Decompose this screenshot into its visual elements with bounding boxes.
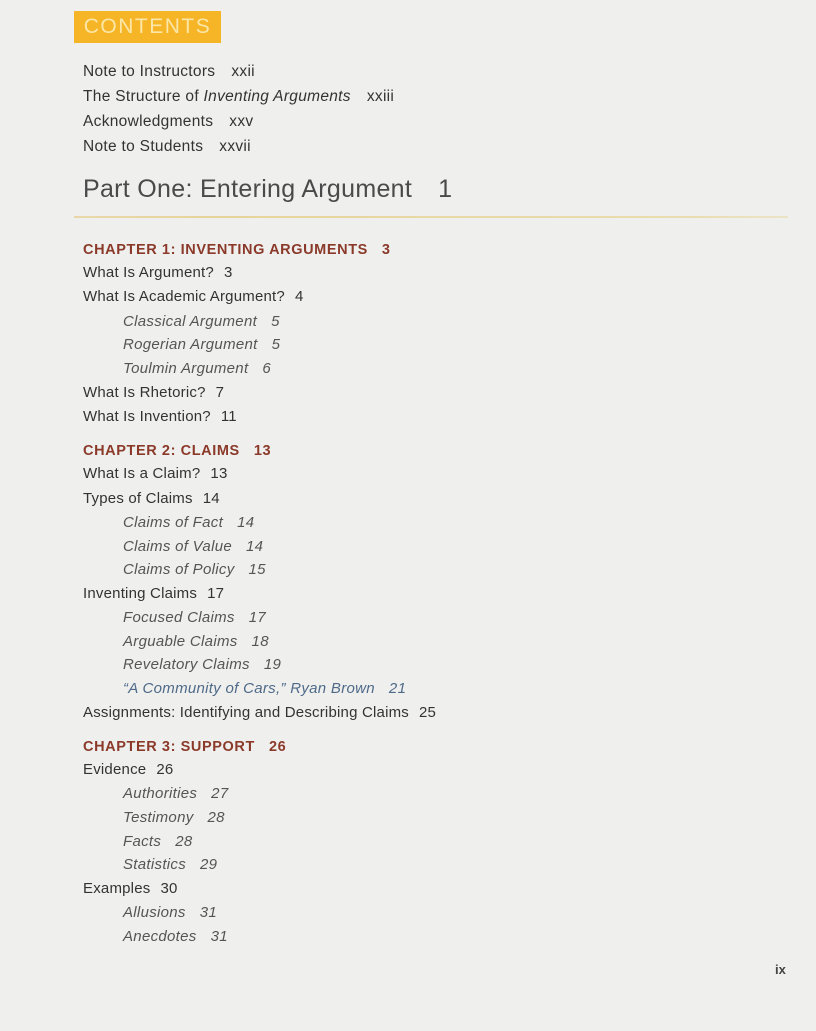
toc-entry[interactable] — [83, 582, 783, 606]
toc-subentry[interactable] — [83, 901, 783, 925]
entry-title: Allusions — [123, 904, 186, 922]
page-number: 4 — [294, 288, 304, 306]
toc-subentry[interactable] — [83, 806, 783, 830]
entry-title: Toulmin Argument — [123, 359, 249, 377]
entry-title: Types of Claims — [83, 489, 193, 507]
page-number: 15 — [248, 561, 266, 579]
page-number: 7 — [215, 383, 225, 401]
toc-reading-entry[interactable] — [83, 677, 783, 701]
toc-subentry[interactable] — [83, 925, 783, 949]
toc-subentry[interactable] — [83, 653, 783, 677]
chapter-title: CHAPTER 2: CLAIMS — [83, 443, 240, 460]
front-matter-item[interactable] — [83, 84, 394, 109]
entry-title: Revelatory Claims — [123, 656, 250, 674]
chapter-heading[interactable] — [83, 440, 783, 462]
page-number: 6 — [262, 359, 272, 377]
contents-heading-badge: CONTENTS — [74, 11, 221, 43]
entry-title: Focused Claims — [123, 609, 235, 627]
page-number: 31 — [199, 904, 218, 922]
page-number: 14 — [202, 489, 220, 507]
page-number: 29 — [200, 856, 218, 874]
chapter-title: CHAPTER 1: INVENTING ARGUMENTS — [83, 242, 368, 258]
page-number: 19 — [263, 656, 282, 674]
front-matter-list — [83, 59, 394, 159]
page-number: xxiii — [366, 88, 395, 105]
entry-title: Evidence — [83, 761, 147, 779]
toc-subentry[interactable] — [83, 782, 783, 806]
toc-entry[interactable] — [83, 405, 783, 429]
toc-subentry[interactable] — [83, 357, 783, 381]
chapter-heading[interactable] — [83, 736, 783, 758]
page-folio: ix — [775, 962, 786, 977]
toc-entry[interactable] — [83, 285, 783, 309]
page-number: 1 — [438, 175, 453, 203]
page-number: xxvii — [219, 138, 251, 155]
entry-title: Note to Instructors — [83, 63, 216, 80]
entry-title: The Structure of — [83, 88, 204, 105]
toc-entry[interactable] — [83, 877, 783, 901]
page-number: 14 — [237, 514, 255, 532]
toc-entry[interactable] — [83, 462, 783, 486]
part-divider — [74, 216, 788, 218]
entry-title: Note to Students — [83, 138, 204, 155]
page-number: 25 — [419, 703, 437, 721]
page-number: 21 — [388, 680, 407, 698]
entry-title: Rogerian Argument — [123, 336, 258, 354]
entry-title: Examples — [83, 879, 151, 897]
entry-title: What Is Invention? — [83, 407, 211, 425]
entry-title: Classical Argument — [123, 312, 258, 330]
entry-title: What Is Academic Argument? — [83, 288, 285, 306]
page-number: 14 — [246, 537, 264, 555]
toc-entry[interactable] — [83, 381, 783, 405]
toc-subentry[interactable] — [83, 853, 783, 877]
entry-title: Claims of Value — [123, 537, 232, 555]
toc-subentry[interactable] — [83, 333, 783, 357]
chapter-heading[interactable] — [83, 239, 783, 261]
spacer — [83, 429, 783, 440]
book-title: Inventing Arguments — [203, 88, 351, 105]
page-number: 3 — [381, 242, 391, 258]
entry-title: What Is a Claim? — [83, 465, 201, 483]
entry-title: What Is Rhetoric? — [83, 383, 206, 401]
entry-title: Anecdotes — [123, 927, 197, 945]
spacer — [83, 725, 783, 736]
page-number: 18 — [251, 632, 269, 650]
toc-subentry[interactable] — [83, 511, 783, 535]
entry-title: Acknowledgments — [83, 113, 214, 130]
front-matter-item[interactable] — [83, 109, 394, 134]
toc-subentry[interactable] — [83, 830, 783, 854]
page-number: 28 — [207, 809, 225, 827]
entry-title: What Is Argument? — [83, 264, 214, 281]
toc-subentry[interactable] — [83, 630, 783, 654]
entry-title: Testimony — [123, 809, 194, 827]
page-number: 17 — [207, 584, 225, 602]
page-number: 27 — [211, 785, 229, 803]
page-number: 5 — [271, 312, 280, 330]
page-number: 13 — [210, 465, 228, 483]
entry-title: “A Community of Cars,” Ryan Brown — [123, 680, 375, 698]
toc-subentry[interactable] — [83, 310, 783, 334]
page-number: 11 — [220, 407, 237, 425]
chapter-title: CHAPTER 3: SUPPORT — [83, 739, 255, 756]
part-title[interactable] — [83, 175, 452, 204]
front-matter-item[interactable] — [83, 59, 394, 84]
page-number: xxii — [231, 63, 255, 80]
part-title-text: Part One: Entering Argument — [83, 175, 413, 203]
page-number: xxv — [229, 113, 254, 130]
page-number: 26 — [268, 739, 287, 756]
page-number: 5 — [271, 336, 281, 354]
entry-title: Statistics — [123, 856, 187, 874]
entry-title: Assignments: Identifying and Describing Claims — [83, 703, 410, 721]
toc-entry[interactable] — [83, 487, 783, 511]
page-number: 3 — [223, 264, 233, 281]
toc-entry[interactable] — [83, 701, 783, 725]
page-number: 31 — [210, 927, 228, 945]
entry-title: Claims of Fact — [123, 514, 224, 532]
entry-title: Inventing Claims — [83, 584, 198, 602]
entry-title: Authorities — [123, 785, 198, 803]
page-number: 30 — [160, 879, 178, 897]
page-number: 28 — [175, 832, 193, 850]
entry-title: Arguable Claims — [123, 632, 238, 650]
toc-subentry[interactable] — [83, 535, 783, 559]
page-number: 26 — [156, 761, 174, 779]
toc-entry[interactable] — [83, 261, 783, 285]
table-of-contents — [83, 239, 783, 948]
entry-title: Claims of Policy — [123, 561, 235, 579]
toc-subentry[interactable] — [83, 606, 783, 630]
toc-entry[interactable] — [83, 758, 783, 782]
entry-title: Facts — [123, 832, 162, 850]
toc-subentry[interactable] — [83, 558, 783, 582]
front-matter-item[interactable] — [83, 134, 394, 159]
page-number: 13 — [253, 443, 272, 460]
page-number: 17 — [248, 609, 267, 627]
